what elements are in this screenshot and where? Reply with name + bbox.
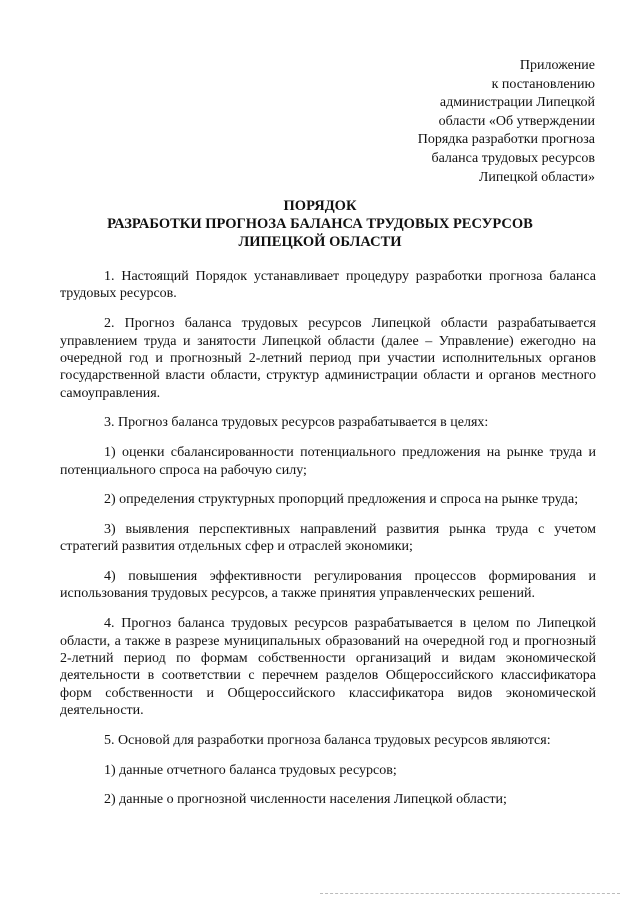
appendix-line: к постановлению bbox=[491, 76, 595, 92]
paragraph-4: 4. Прогноз баланса трудовых ресурсов разрабатывается в целом по Липецкой области, а также в разрезе муниципальных образований на очередной год и прогнозный 2-летний период по формам собственности организаций и видам экономической деятельности в соответствии с перечнем разделов Общероссийского классификатора форм собственности и Общероссийского классификатора видов экономической деятельности. bbox=[60, 616, 596, 719]
document-body bbox=[60, 268, 596, 821]
appendix-line: Приложение bbox=[519, 58, 595, 73]
title-line: РАЗРАБОТКИ ПРОГНОЗА БАЛАНСА ТРУДОВЫХ РЕСУРСОВ bbox=[107, 216, 533, 232]
title-line: ЛИПЕЦКОЙ ОБЛАСТИ bbox=[238, 234, 402, 250]
paragraph-5: 5. Основой для разработки прогноза баланса трудовых ресурсов являются: bbox=[104, 732, 551, 748]
paragraph-3: 3. Прогноз баланса трудовых ресурсов разрабатывается в целях: bbox=[104, 415, 489, 431]
paragraph-1: 1. Настоящий Порядок устанавливает процедуру разработки прогноза баланса трудовых ресурсов. bbox=[60, 269, 596, 302]
appendix-line: Порядка разработки прогноза bbox=[417, 132, 595, 148]
paragraph-3-item-3: 3) выявления перспективных направлений развития рынка труда с учетом стратегий развития отдельных сфер и отраслей экономики; bbox=[60, 521, 596, 555]
paragraph-5-item-1: 1) данные отчетного баланса трудовых ресурсов; bbox=[104, 762, 397, 778]
paragraph-3-item-4: 4) повышения эффективности регулирования процессов формирования и использования трудовых ресурсов, а также принятия управленческих решений. bbox=[60, 569, 596, 602]
paragraph-3-item-1: 1) оценки сбалансированности потенциального предложения на рынке труда и потенциального спроса на рабочую силу; bbox=[60, 445, 596, 478]
document-title bbox=[60, 197, 580, 251]
paragraph-3-item-2: 2) определения структурных пропорций предложения и спроса на рынке труда; bbox=[104, 492, 579, 508]
appendix-line: Липецкой области» bbox=[478, 169, 595, 185]
appendix-line: администрации Липецкой bbox=[439, 95, 595, 111]
paragraph-2: 2. Прогноз баланса трудовых ресурсов Липецкой области разрабатывается управлением труда и занятости Липецкой области (далее – Управление) ежегодно на очередной год и прогнозный 2-летний период при участии исполнительных органов государственной власти области, структур администрации области и органов местного самоуправления. bbox=[60, 316, 596, 401]
footer-divider bbox=[320, 893, 620, 894]
appendix-line: области «Об утверждении bbox=[438, 113, 595, 129]
paragraph-5-item-2: 2) данные о прогнозной численности населения Липецкой области; bbox=[104, 792, 507, 808]
appendix-line: баланса трудовых ресурсов bbox=[431, 150, 595, 166]
appendix-header bbox=[418, 57, 595, 187]
title-line: ПОРЯДОК bbox=[283, 198, 357, 214]
